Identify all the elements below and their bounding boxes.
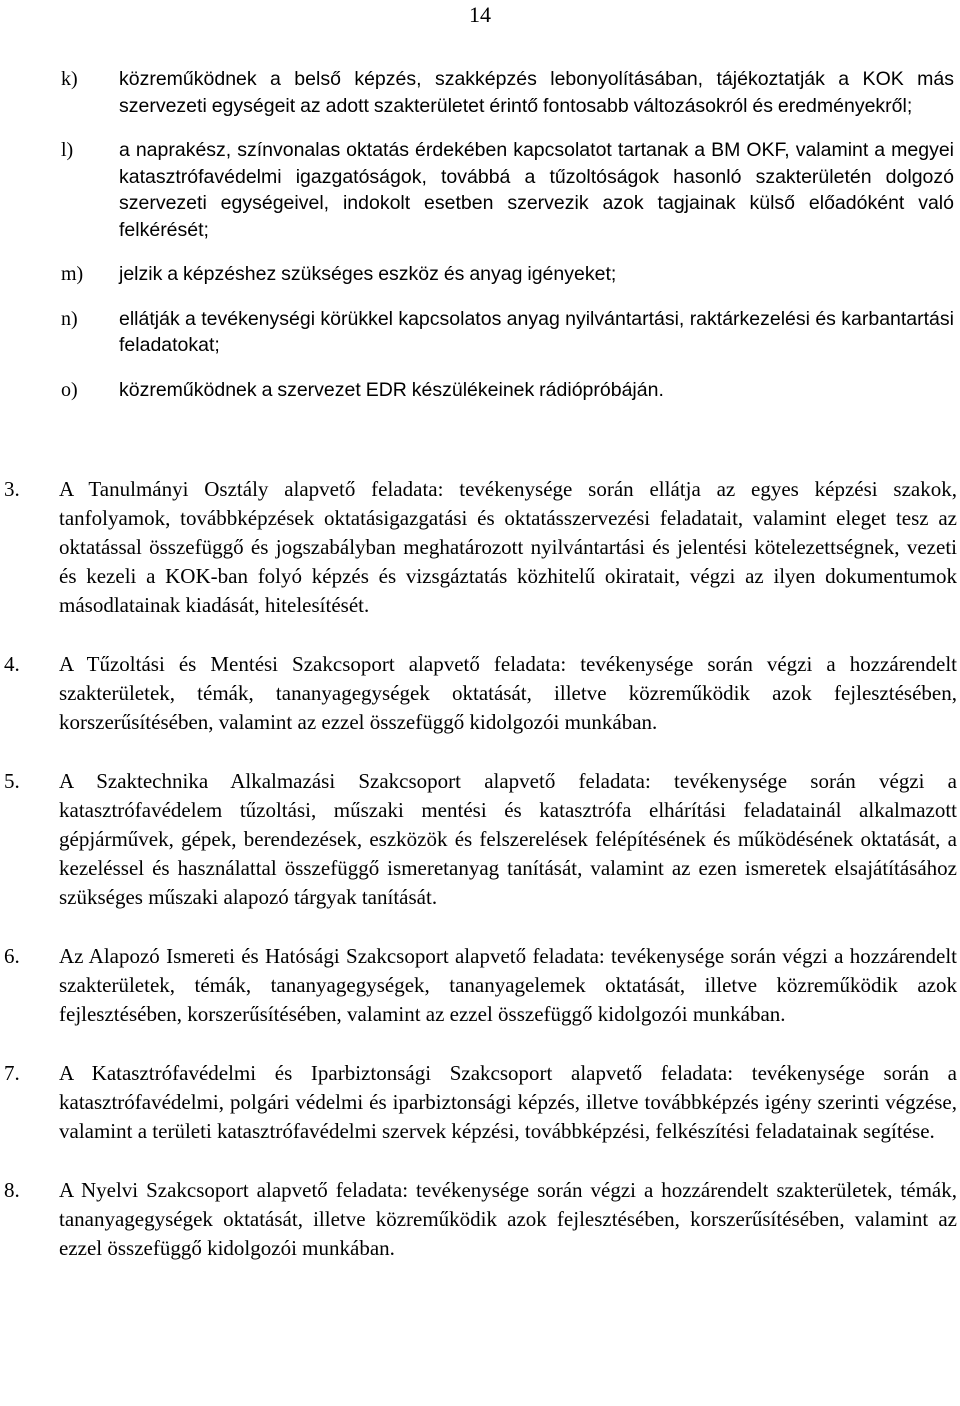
sub-item-text: jelzik a képzéshez szükséges eszköz és anyag igényeket; [119, 263, 617, 285]
sub-item-k [0, 66, 960, 119]
numbered-section-4 [0, 650, 960, 737]
numbered-section-6 [0, 942, 960, 1029]
numbered-section-7 [0, 1059, 960, 1146]
section-number: 8. [4, 1178, 20, 1202]
section-text: A Nyelvi Szakcsoport alapvető feladata: tevékenysége során végzi a hozzárendelt szakterületek, témák, tananyagegységek oktatását, illetve közreműködik azok fejlesztésében, korszerűsítésében, valamint az ezzel összefüggő kidolgozói munkában. [59, 1178, 957, 1260]
section-number: 3. [4, 477, 20, 501]
sub-item-list [0, 66, 960, 403]
numbered-section-8 [0, 1176, 960, 1263]
sub-item-marker: o) [61, 378, 78, 401]
sub-item-text: közreműködnek a belső képzés, szakképzés lebonyolításában, tájékoztatják a KOK más szervezeti egységeit az adott szakterületet érintő fontosabb változásokról és eredményekről; [119, 68, 954, 117]
sub-item-n [0, 306, 960, 359]
numbered-section-5 [0, 767, 960, 912]
page-number: 14 [469, 2, 491, 27]
section-text: A Katasztrófavédelmi és Iparbiztonsági Szakcsoport alapvető feladata: tevékenysége során a katasztrófavédelmi, polgári védelmi és iparbiztonsági képzés, illetve továbbképzés igény szerinti végzése, valamint a területi katasztrófavédelmi szervek képzési, továbbképzési, felkészítési feladatainak segítése. [59, 1061, 957, 1143]
sub-item-marker: n) [61, 307, 78, 330]
sub-item-m [0, 261, 960, 288]
section-number: 7. [4, 1061, 20, 1085]
sub-item-marker: m) [61, 263, 84, 285]
sub-item-o [0, 377, 960, 404]
numbered-section-3 [0, 475, 960, 620]
section-text: Az Alapozó Ismereti és Hatósági Szakcsoport alapvető feladata: tevékenysége során végzi a hozzárendelt szakterületek, témák, tananyagegységek, tananyagelemek oktatását, illetve közreműködik azok fejlesztésében, korszerűsítésében, valamint az ezzel összefüggő kidolgozói munkában. [59, 944, 957, 1026]
section-text: A Szaktechnika Alkalmazási Szakcsoport alapvető feladata: tevékenysége során végzi a katasztrófavédelem tűzoltási, műszaki mentési és katasztrófa elhárítási feladatainál alkalmazott gépjárművek, gépek, berendezések, eszközök és felszerelések felépítésének és működésének oktatását, a kezeléssel és használattal összefüggő ismeretanyag tanítását, valamint az ezen ismeretek elsajátításához szükséges műszaki alapozó tárgyak tanítását. [59, 769, 957, 909]
sub-item-text: közreműködnek a szervezet EDR készülékeinek rádiópróbáján. [119, 378, 664, 401]
sub-item-text: a naprakész, színvonalas oktatás érdekében kapcsolatot tartanak a BM OKF, valamint a megyei katasztrófavédelmi igazgatóságok, továbbá a tűzoltóságok hasonló szakterületén dolgozó szervezeti egységeivel, indokolt esetben szervezik azok tagjainak külső előadóként való felkérését; [119, 139, 954, 241]
sub-item-l [0, 137, 960, 243]
section-text: A Tanulmányi Osztály alapvető feladata: tevékenysége során ellátja az egyes képzési szakok, tanfolyamok, továbbképzések oktatásigazgatási és oktatásszervezési feladatait, valamint eleget tesz az oktatással összefüggő és jogszabályban meghatározott nyilvántartási és jelentési kötelezettségnek, vezeti és kezeli a KOK-ban folyó képzés és vizsgáztatás közhitelű okiratait, végzi az ilyen dokumentumok másodlatainak kiadását, hitelesítését. [59, 477, 957, 617]
section-number: 5. [4, 769, 20, 793]
section-number: 6. [4, 944, 20, 968]
section-text: A Tűzoltási és Mentési Szakcsoport alapvető feladata: tevékenysége során végzi a hozzárendelt szakterületek, témák, tananyagegységek oktatását, illetve közreműködik azok fejlesztésében, korszerűsítésében, valamint az ezzel összefüggő kidolgozói munkában. [59, 652, 957, 734]
sub-item-marker: k) [61, 68, 78, 90]
sub-item-marker: l) [61, 139, 74, 161]
sub-item-text: ellátják a tevékenységi körükkel kapcsolatos anyag nyilvántartási, raktárkezelési és karbantartási feladatokat; [119, 307, 954, 356]
numbered-section-list [0, 475, 960, 1263]
section-number: 4. [4, 652, 20, 676]
